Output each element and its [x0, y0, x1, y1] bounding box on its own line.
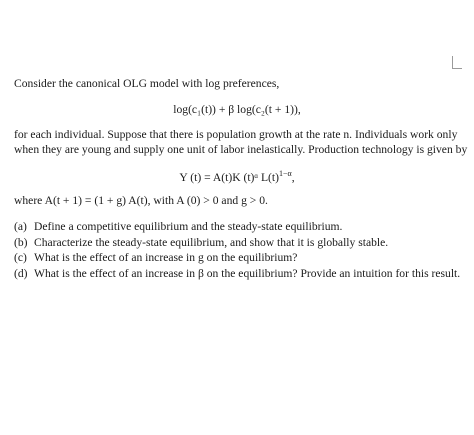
question-text: Characterize the steady-state equilibrium, and show that it is globally stable.	[34, 235, 389, 249]
production-equation-main: Y (t) = A(t)K (t)ᵅ L(t)	[179, 170, 279, 184]
question-label: (d)	[14, 266, 28, 280]
question-item-a	[14, 219, 460, 234]
question-text: What is the effect of an increase in g on the equilibrium?	[34, 251, 298, 264]
question-text: What is the effect of an increase in β on the equilibrium? Provide an intuition for this result.	[34, 266, 461, 280]
question-label: (b)	[14, 235, 28, 249]
production-equation-end: ,	[291, 170, 295, 184]
question-label: (a)	[14, 220, 27, 233]
utility-equation: log(c₁(t)) + β log(c₂(t + 1)),	[173, 103, 301, 116]
question-list	[14, 219, 460, 281]
body-line-1: for each individual. Suppose that there is population growth at the rate n. Individuals work only	[14, 128, 458, 141]
production-equation-exponent: 1−α	[278, 169, 292, 178]
where-clause: where A(t + 1) = (1 + g) A(t), with A (0) > 0 and g > 0.	[14, 194, 268, 207]
question-item-c	[14, 250, 460, 265]
intro-text: Consider the canonical OLG model with log preferences,	[14, 77, 280, 90]
body-paragraph	[14, 127, 466, 157]
question-item-b	[14, 235, 460, 250]
body-line-2: when they are young and supply one unit of labor inelastically. Production technology is given by	[14, 143, 468, 156]
question-text: Define a competitive equilibrium and the steady-state equilibrium.	[34, 220, 343, 233]
corner-bracket-icon	[452, 56, 462, 69]
question-label: (c)	[14, 251, 27, 264]
production-equation	[0, 169, 474, 184]
question-item-d	[14, 266, 460, 281]
